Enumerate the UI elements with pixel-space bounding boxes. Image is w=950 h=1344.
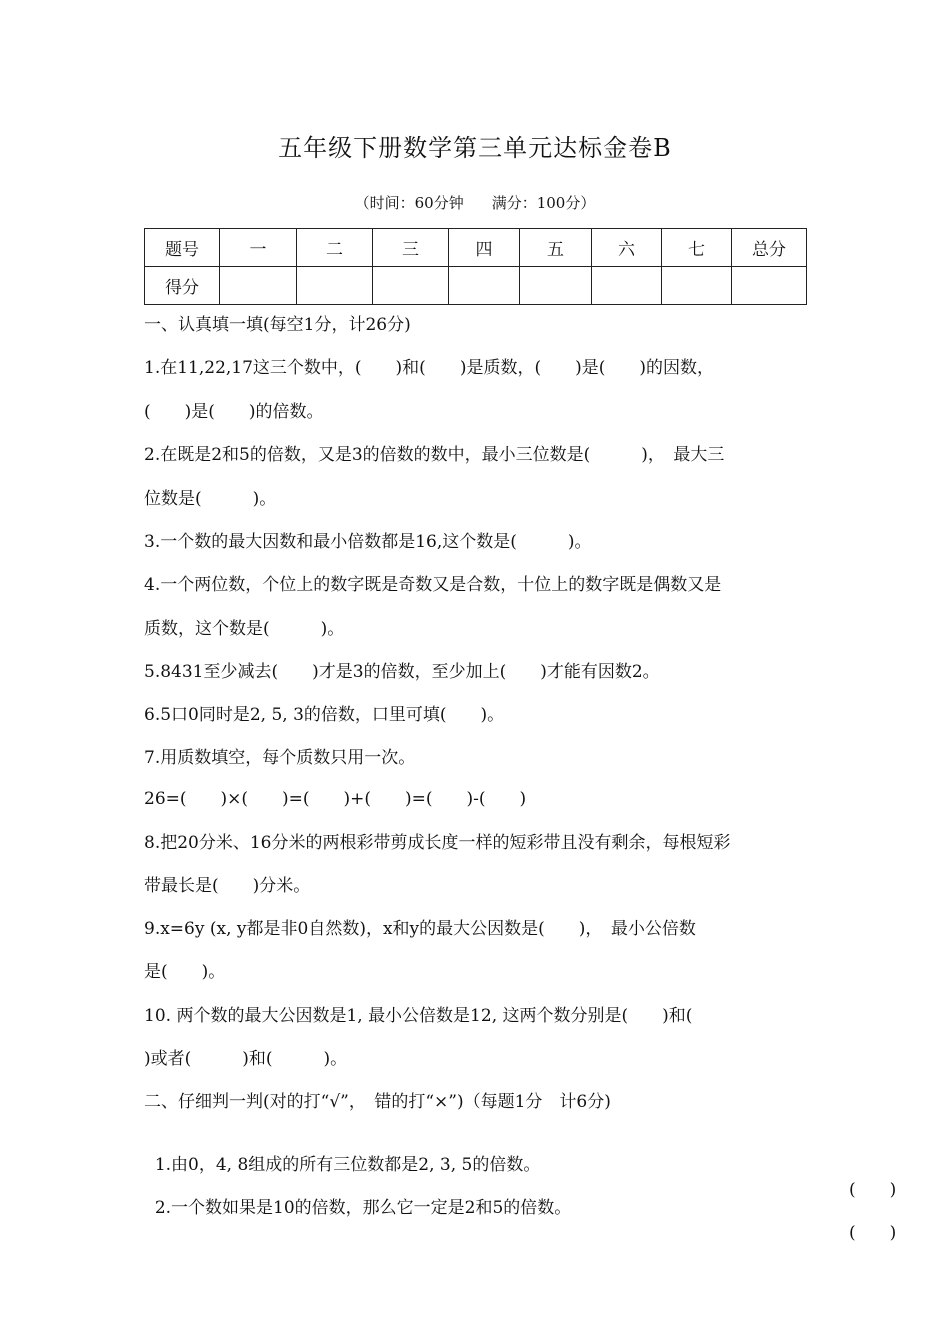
score-table — [144, 228, 807, 305]
page-title: 五年级下册数学第三单元达标金卷B — [278, 134, 672, 162]
question-line: 是( )。 — [144, 962, 226, 982]
judgement-item — [144, 1173, 897, 1243]
score-cell[interactable] — [592, 267, 662, 305]
score-table-header-row — [145, 229, 807, 267]
section2-heading: 二、仔细判一判(对的打“√”， 错的打“×”)（每题1分 计6分) — [144, 1092, 611, 1112]
score-cell[interactable] — [220, 267, 297, 305]
score-row-label: 得分 — [145, 267, 220, 305]
score-cell[interactable] — [520, 267, 592, 305]
score-header-cell: 二 — [297, 229, 373, 267]
question-line: 26=( )×( )=( )+( )=( )-( ) — [144, 789, 527, 809]
score-header-cell: 七 — [662, 229, 732, 267]
score-cell[interactable] — [662, 267, 732, 305]
question-line: 3.一个数的最大因数和最小倍数都是16,这个数是( )。 — [144, 532, 592, 552]
question-line: 5.8431至少减去( )才是3的倍数，至少加上( )才能有因数2。 — [144, 662, 660, 682]
score-header-cell: 四 — [449, 229, 520, 267]
score-header-cell: 题号 — [145, 229, 220, 267]
question-line: 位数是( )。 — [144, 489, 277, 509]
score-header-cell: 一 — [220, 229, 297, 267]
question-line: 6.5口0同时是2, 5, 3的倍数，口里可填( )。 — [144, 705, 505, 725]
score-cell[interactable] — [732, 267, 807, 305]
score-table-score-row — [145, 267, 807, 305]
score-header-cell: 总分 — [732, 229, 807, 267]
judgement-text: 1.由0，4, 8组成的所有三位数都是2, 3, 5的倍数。 — [154, 1155, 541, 1175]
exam-time: （时间：60分钟 — [354, 194, 464, 212]
answer-blank[interactable]: ( ) — [849, 1180, 897, 1200]
question-line: 带最长是( )分米。 — [144, 876, 311, 896]
score-header-cell: 六 — [592, 229, 662, 267]
exam-info — [0, 192, 950, 213]
question-line: 4.一个两位数，个位上的数字既是奇数又是合数，十位上的数字既是偶数又是 — [144, 575, 722, 595]
score-cell[interactable] — [373, 267, 449, 305]
question-line: )或者( )和( )。 — [144, 1049, 348, 1069]
score-header-cell: 三 — [373, 229, 449, 267]
question-line: 7.用质数填空，每个质数只用一次。 — [144, 748, 416, 768]
question-line: ( )是( )的倍数。 — [144, 402, 324, 422]
score-header-cell: 五 — [520, 229, 592, 267]
question-line: 1.在11,22,17这三个数中，( )和( )是质数，( )是( )的因数， — [144, 358, 714, 378]
question-line: 质数，这个数是( )。 — [144, 619, 345, 639]
judgement-text: 2.一个数如果是10的倍数，那么它一定是2和5的倍数。 — [154, 1198, 572, 1218]
score-cell[interactable] — [449, 267, 520, 305]
question-line: 2.在既是2和5的倍数，又是3的倍数的数中，最小三位数是( )， 最大三 — [144, 445, 725, 465]
exam-full-score: 满分：100分） — [491, 194, 596, 212]
answer-blank[interactable]: ( ) — [849, 1223, 897, 1243]
question-line: 8.把20分米、16分米的两根彩带剪成长度一样的短彩带且没有剩余，每根短彩 — [144, 833, 731, 853]
question-line: 9.x=6y (x, y都是非0自然数)，x和y的最大公因数是( )， 最小公倍数 — [144, 919, 696, 939]
score-cell[interactable] — [297, 267, 373, 305]
section1-heading: 一、认真填一填(每空1分，计26分) — [144, 315, 411, 335]
question-line: 10. 两个数的最大公因数是1, 最小公倍数是12, 这两个数分别是( )和( — [144, 1006, 693, 1026]
